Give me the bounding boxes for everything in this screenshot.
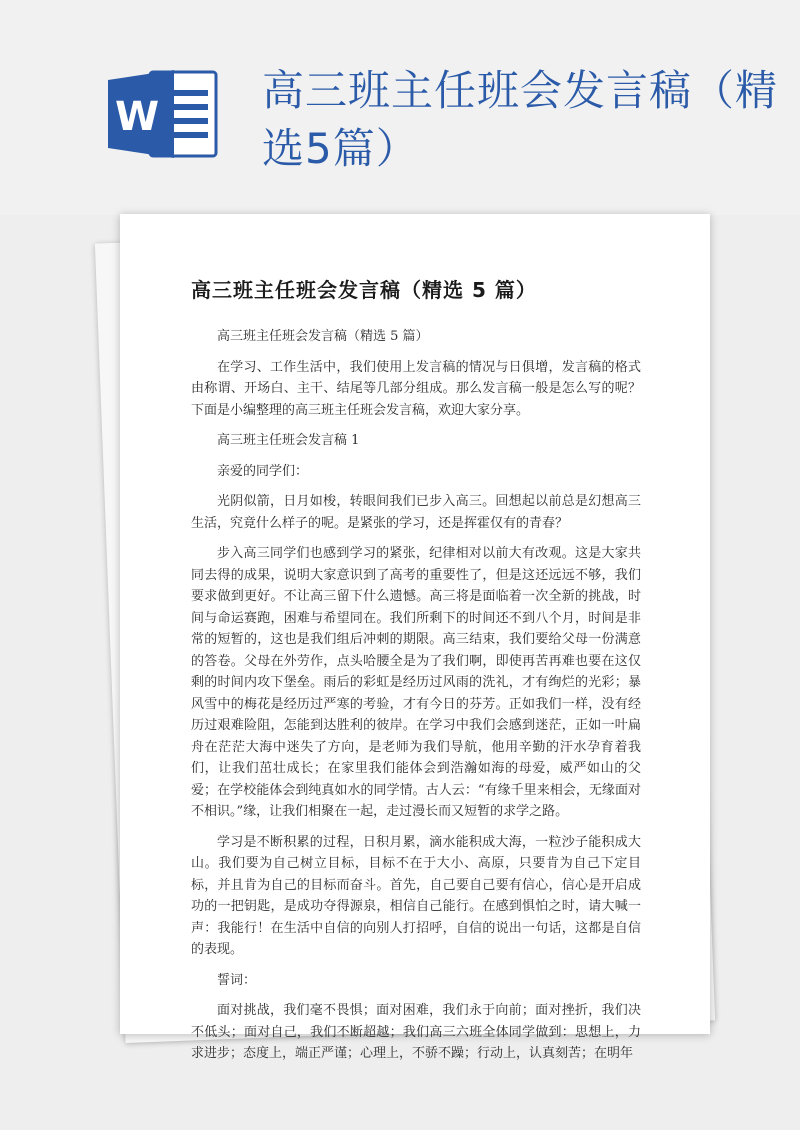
document-page — [120, 214, 710, 1061]
paragraph: 光阴似箭，日月如梭，转眼间我们已步入高三。回想起以前总是幻想高三生活，究竟什么样子的呢。是紧张的学习，还是挥霍仅有的青春？ — [191, 494, 641, 531]
paragraph: 亲爱的同学们： — [217, 463, 309, 479]
paragraph: 步入高三同学们也感到学习的紧张，纪律相对以前大有改观。这是大家共同去得的成果，说明大家意识到了高考的重要性了，但是这还远远不够，我们要求做到更好。不让高三留下什么遗憾。高三将是面临着一次全新的挑战，时间与命运赛跑，困难与希望同在。我们所剩下的时间还不到八个月，时间是非常的短暂的，这也是我们组后冲刺的期限。高三结束，我们要给父母一份满意的答卷。父母在外劳作，点头哈腰全是为了我们啊，即使再苦再难也要在这仅剩的时间内攻下堡垒。雨后的彩虹是经历过风雨的洗礼，才有绚烂的光彩；暴风雪中的梅花是经历过严寒的考验，才有今日的芬芳。正如我们一样，没有经历过艰难险阻，怎能到达胜利的彼岸。在学习中我们会感到迷茫，正如一叶扁舟在茫茫大海中迷失了方向，是老师为我们导航，他用辛勤的汗水孕育着我们，让我们茁壮成长；在家里我们能体会到浩瀚如海的母爱，威严如山的父爱；在学校能体会到纯真如水的同学情。古人云：“有缘千里来相会，无缘面对不相识。”缘，让我们相聚在一起，走过漫长而又短暂的求学之路。 — [191, 546, 641, 819]
paragraph: 学习是不断积累的过程，日积月累，滴水能积成大海，一粒沙子能积成大山。我们要为自己树立目标，目标不在于大小、高原，只要肯为自己下定目标，并且肯为自己的目标而奋斗。首先，自己要自己要有信心，信心是开启成功的一把钥匙，是成功夺得源泉，相信自己能行。在感到惧怕之时，请大喊一声：我能行！在生活中自信的向别人打招呼，自信的说出一句话，这都是自信的表现。 — [191, 834, 641, 957]
header-banner — [0, 0, 800, 215]
paragraph: 高三班主任班会发言稿（精选 5 篇） — [217, 329, 429, 344]
paragraph: 高三班主任班会发言稿 1 — [217, 433, 360, 448]
document-title: 高三班主任班会发言稿（精选 5 篇） — [191, 278, 537, 302]
header-title: 高三班主任班会发言稿（精选5篇） — [262, 66, 779, 173]
paragraph: 在学习、工作生活中，我们使用上发言稿的情况与日俱增，发言稿的格式由称谓、开场白、主干、结尾等几部分组成。那么发言稿一般是怎么写的呢？下面是小编整理的高三班主任班会发言稿，欢迎大家分享。 — [191, 359, 641, 418]
svg-text:W: W — [115, 94, 160, 140]
paragraph: 面对挑战，我们毫不畏惧；面对困难，我们永于向前；面对挫折，我们决不低头；面对自己，我们不断超越；我们高三六班全体同学做到：思想上，力求进步；态度上，端正严谨；心理上，不骄不躁；行动上，认真刻苦；在明年 — [191, 1003, 641, 1061]
paragraph: 誓词： — [217, 972, 257, 988]
document-body — [191, 326, 641, 1074]
word-icon — [104, 68, 220, 160]
